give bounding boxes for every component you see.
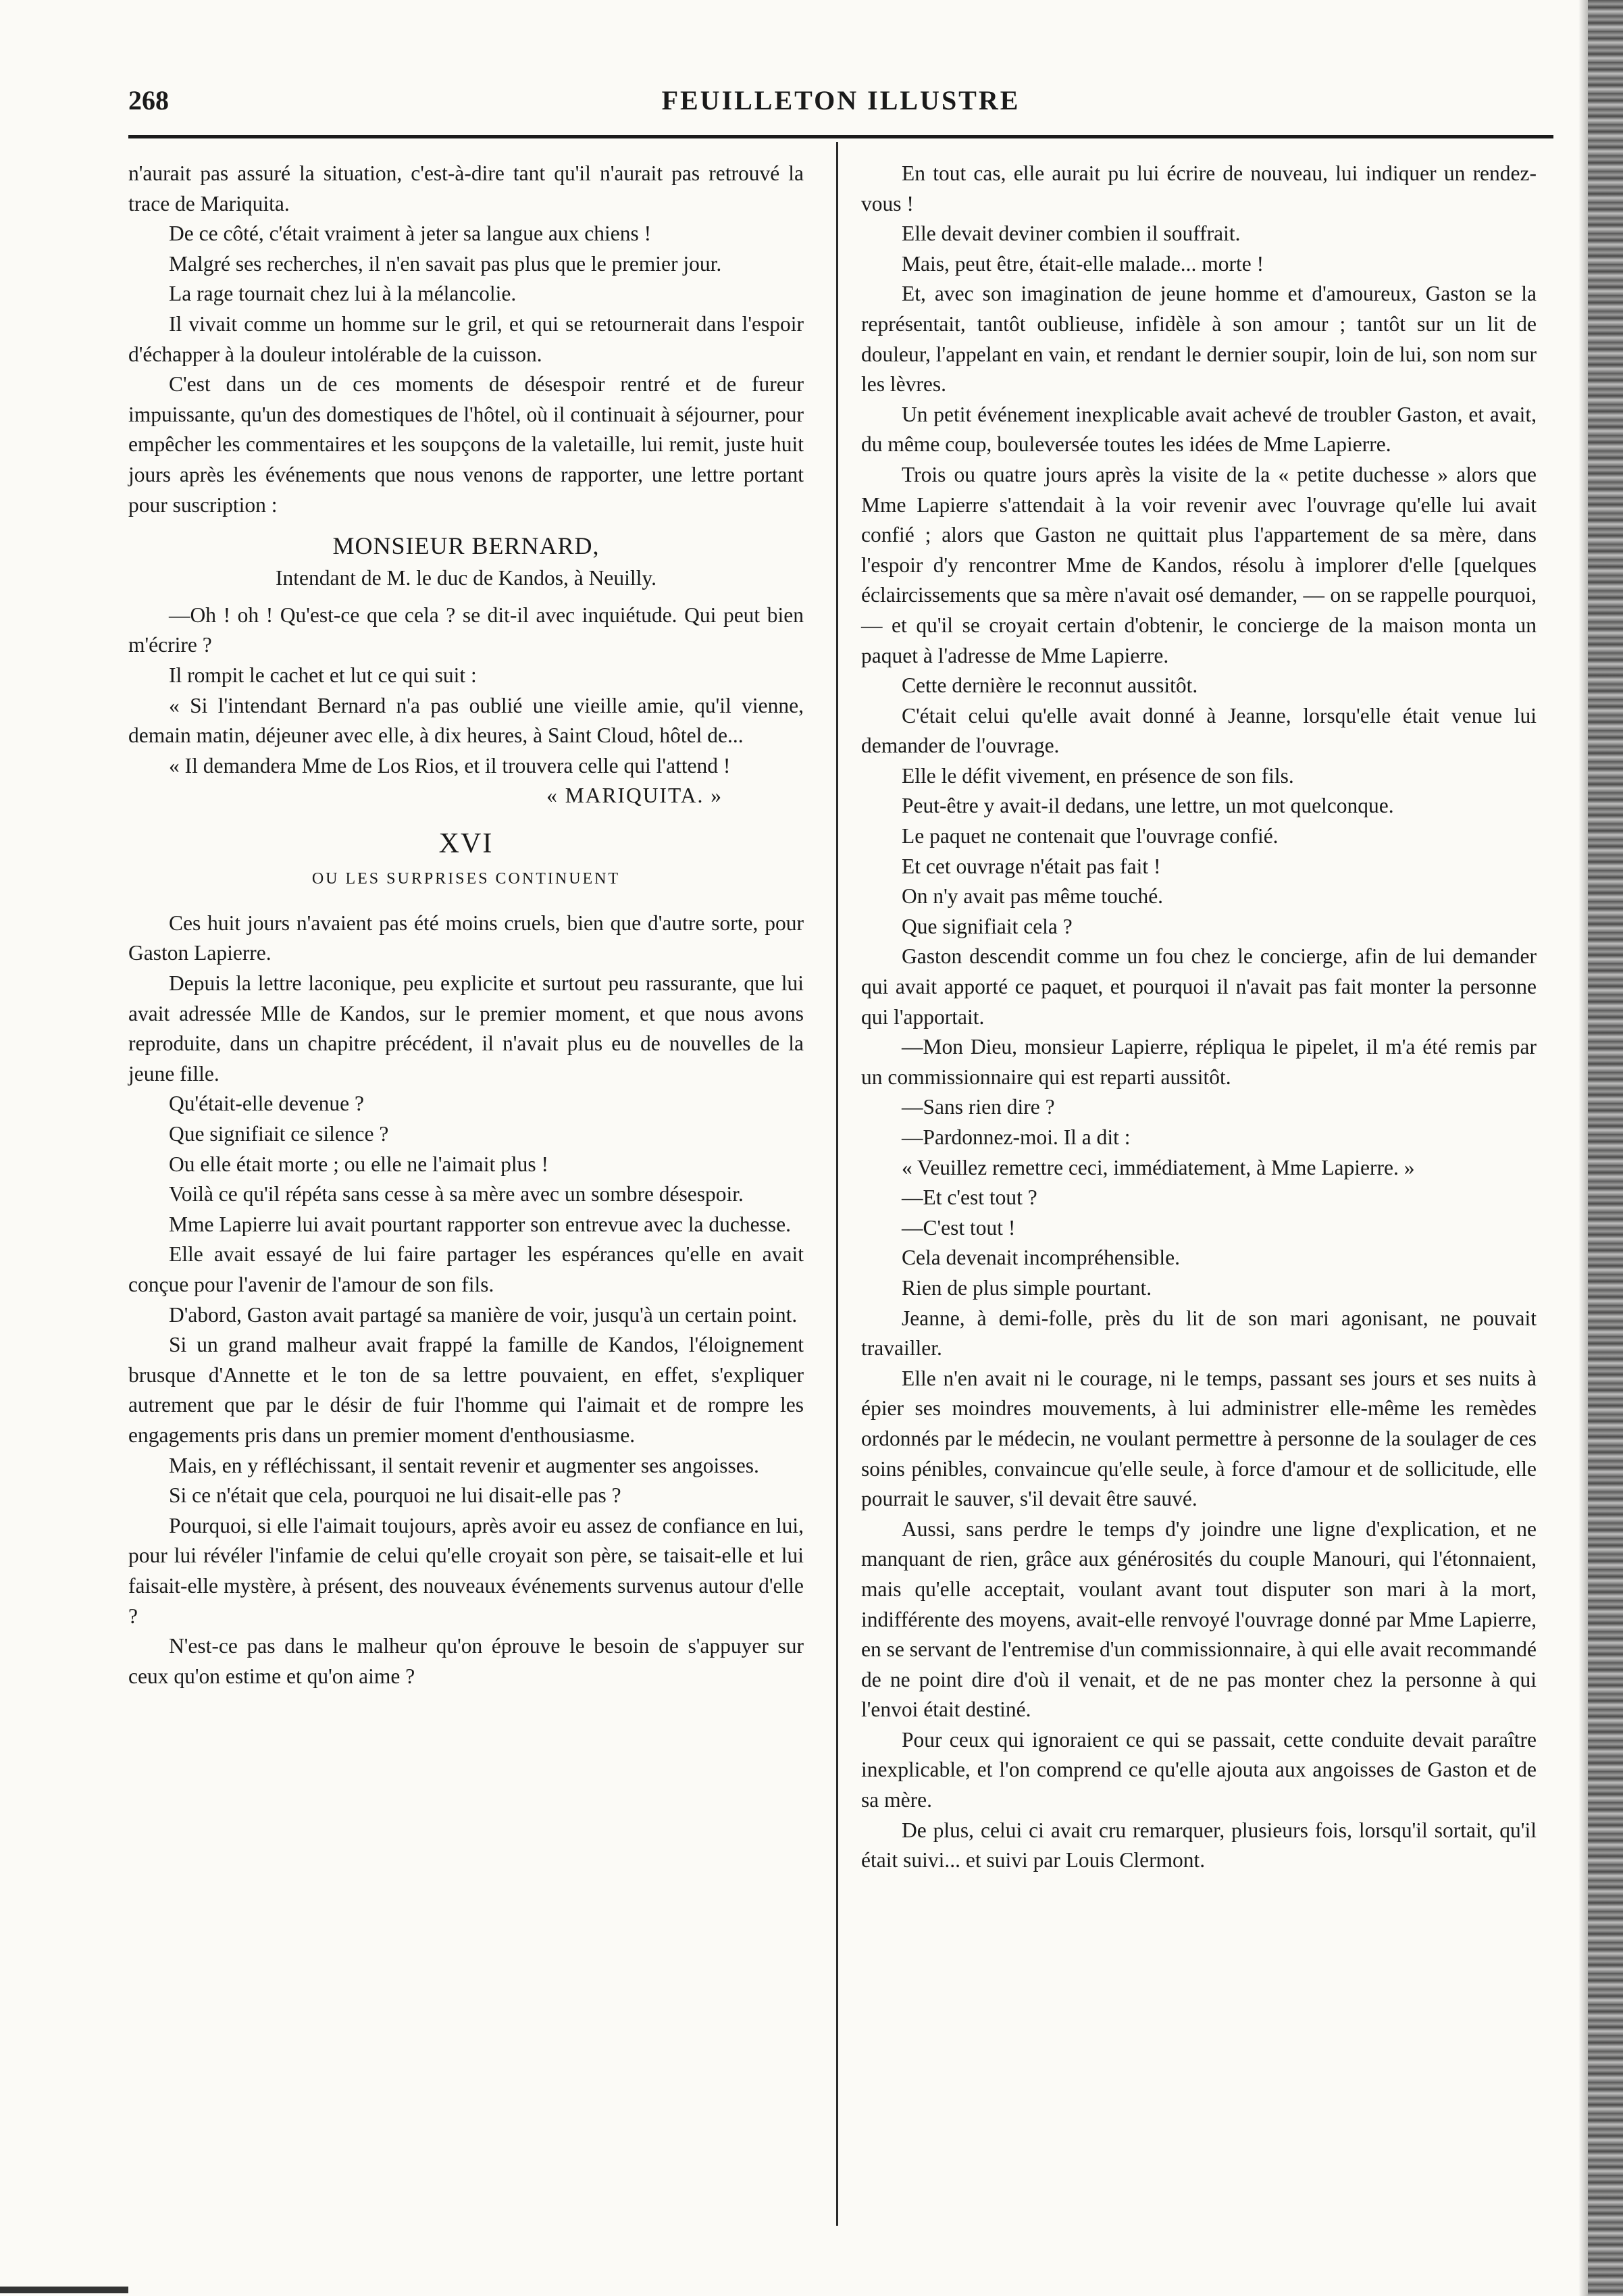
paragraph: Le paquet ne contenait que l'ouvrage confié.: [902, 824, 1279, 848]
scan-edge-strip: [1588, 0, 1623, 2296]
running-title: FEUILLETON ILLUSTRE: [661, 85, 1021, 116]
paragraph: N'est-ce pas dans le malheur qu'on éprouve le besoin de s'appuyer sur ceux qu'on estime et qu'on aime ?: [128, 1634, 804, 1688]
paragraph: Si un grand malheur avait frappé la famille de Kandos, l'éloignement brusque d'Annette et le ton de sa lettre pouvaient, en effet, s'expliquer autrement que par le désir de fuir l'homme qui l'aimait et de rompre les engagements pris dans un premier moment d'enthousiasme.: [128, 1333, 804, 1447]
paragraph: Mais, en y réfléchissant, il sentait revenir et augmenter ses angoisses.: [169, 1453, 759, 1477]
letter-addressee: MONSIEUR BERNARD,: [332, 532, 600, 560]
paragraph: n'aurait pas assuré la situation, c'est-à-dire tant qu'il n'aurait pas retrouvé la trace de Mariquita.: [128, 161, 804, 215]
paragraph: Que signifiait cela ?: [902, 914, 1073, 938]
left-column: [128, 159, 804, 1691]
paragraph: « Si l'intendant Bernard n'a pas oublié une vieille amie, qu'il vienne, demain matin, déjeuner avec elle, à dix heures, à Saint Cloud, hôtel de...: [128, 693, 804, 748]
paragraph: Voilà ce qu'il répéta sans cesse à sa mère avec un sombre désespoir.: [169, 1182, 744, 1206]
paragraph: On n'y avait pas même touché.: [902, 884, 1164, 909]
paragraph: —C'est tout !: [902, 1215, 1016, 1240]
paragraph: En tout cas, elle aurait pu lui écrire de nouveau, lui indiquer un rendez-vous !: [861, 161, 1537, 215]
paragraph: Aussi, sans perdre le temps d'y joindre une ligne d'explication, et ne manquant de rien, grâce aux générosités du couple Manouri, qui l'étonnaient, mais qu'elle acceptait, voulant avant tout disputer son mari à la mort, indifférente des moyens, avait-elle renvoyé l'ouvrage donné par Mme Lapierre, en se servant de l'entremise d'un commissionnaire, à qui elle avait recommandé de ne point dire d'où il venait, et de ne pas monter chez la personne à qui l'envoi était destiné.: [861, 1516, 1537, 1722]
letter-address: Intendant de M. le duc de Kandos, à Neuilly.: [276, 566, 656, 590]
paragraph: De plus, celui ci avait cru remarquer, plusieurs fois, lorsqu'il sortait, qu'il était suivi... et suivi par Louis Clermont.: [861, 1818, 1537, 1872]
column-divider: [836, 142, 838, 2226]
chapter-title: OU LES SURPRISES CONTINUENT: [311, 869, 621, 888]
paragraph: C'était celui qu'elle avait donné à Jeanne, lorsqu'elle était venue lui demander de l'ouvrage.: [861, 703, 1537, 758]
paragraph: « Il demandera Mme de Los Rios, et il trouvera celle qui l'attend !: [169, 753, 731, 777]
paragraph: La rage tournait chez lui à la mélancolie.: [169, 282, 517, 306]
paragraph: Qu'était-elle devenue ?: [169, 1092, 365, 1116]
paragraph: Et, avec son imagination de jeune homme et d'amoureux, Gaston se la représentait, tantôt oublieuse, infidèle à son amour ; tantôt sur un lit de douleur, l'appelant en vain, et rendant le dernier soupir, loin de lui, son nom sur les lèvres.: [861, 282, 1537, 397]
paragraph: Rien de plus simple pourtant.: [902, 1275, 1152, 1300]
paragraph: Trois ou quatre jours après la visite de la « petite duchesse » alors que Mme Lapierre s'attendait à la voir revenir avec l'ouvrage qu'elle lui avait confié ; alors que Gaston ne quittait plus l'appartement de sa mère, dans l'espoir d'y rencontrer Mme de Kandos, résolu à implorer d'elle [quelques éclaircissements que sa mère n'avait osé demander, — on se rappelle pourquoi, — et qu'il se croyait certain d'obtenir, le concierge de la maison monta un paquet à l'adresse de Mme Lapierre.: [861, 462, 1537, 667]
paragraph: Jeanne, à demi-folle, près du lit de son mari agonisant, ne pouvait travailler.: [861, 1306, 1537, 1360]
page-number: 268: [128, 85, 169, 116]
paragraph: Ou elle était morte ; ou elle ne l'aimait plus !: [169, 1152, 549, 1176]
paragraph: —Oh ! oh ! Qu'est-ce que cela ? se dit-il avec inquiétude. Qui peut bien m'écrire ?: [128, 603, 804, 657]
paragraph: Depuis la lettre laconique, peu explicite et surtout peu rassurante, que lui avait adressée Mlle de Kandos, sur le premier moment, et que nous avons reproduite, dans un chapitre précédent, il n'avait plus eu de nouvelles de la jeune fille.: [128, 971, 804, 1086]
header-rule: [128, 135, 1553, 138]
paragraph: Et cet ouvrage n'était pas fait !: [902, 854, 1161, 878]
paragraph: Elle n'en avait ni le courage, ni le temps, passant ses jours et ses nuits à épier ses moindres mouvements, à lui administrer elle-même les remèdes ordonnés par le médecin, ne voulant permettre à personne de la soulager de ces soins pénibles, convaincue qu'elle seule, à force d'amour et de sollicitude, elle pourrait le sauver, s'il devait être sauvé.: [861, 1366, 1537, 1511]
paragraph: Si ce n'était que cela, pourquoi ne lui disait-elle pas ?: [169, 1483, 621, 1508]
paragraph: Gaston descendit comme un fou chez le concierge, afin de lui demander qui avait apporté ce paquet, et pourquoi il n'avait pas fait monter la personne qui l'apportait.: [861, 944, 1537, 1029]
paragraph: Ces huit jours n'avaient pas été moins cruels, bien que d'autre sorte, pour Gaston Lapierre.: [128, 911, 804, 965]
paragraph: C'est dans un de ces moments de désespoir rentré et de fureur impuissante, qu'un des domestiques de l'hôtel, où il continuait à séjourner, pour empêcher les commentaires et les soupçons de la valetaille, lui remit, juste huit jours après les événements que nous venons de rapporter, une lettre portant pour suscription :: [128, 372, 804, 517]
page-header: [128, 84, 1553, 125]
paragraph: Elle devait deviner combien il souffrait.: [902, 222, 1241, 246]
paragraph: Pourquoi, si elle l'aimait toujours, après avoir eu assez de confiance en lui, pour lui révéler l'infamie de celui qu'elle croyait son père, se taisait-elle et lui faisait-elle mystère, à présent, des nouveaux événements survenus autour d'elle ?: [128, 1513, 804, 1628]
paragraph: De ce côté, c'était vraiment à jeter sa langue aux chiens !: [169, 222, 652, 246]
paragraph: Malgré ses recherches, il n'en savait pas plus que le premier jour.: [169, 251, 722, 276]
paragraph: Elle avait essayé de lui faire partager les espérances qu'elle en avait conçue pour l'avenir de l'amour de son fils.: [128, 1242, 804, 1296]
scan-edge-shadow: [1578, 0, 1588, 2296]
paragraph: Il vivait comme un homme sur le gril, et qui se retournerait dans l'espoir d'échapper à la douleur intolérable de la cuisson.: [128, 311, 804, 366]
paragraph: Elle le défit vivement, en présence de son fils.: [902, 763, 1294, 788]
paragraph: —Pardonnez-moi. Il a dit :: [902, 1125, 1131, 1149]
letter-signature: « MARIQUITA. »: [546, 784, 723, 808]
scan-bottom-mark: [0, 2287, 128, 2293]
paragraph: Cette dernière le reconnut aussitôt.: [902, 673, 1198, 698]
paragraph: « Veuillez remettre ceci, immédiatement, à Mme Lapierre. »: [902, 1155, 1415, 1179]
paragraph: Mais, peut être, était-elle malade... morte !: [902, 251, 1264, 276]
paragraph: Peut-être y avait-il dedans, une lettre, un mot quelconque.: [902, 794, 1394, 818]
paragraph: —Sans rien dire ?: [902, 1095, 1055, 1119]
paragraph: Un petit événement inexplicable avait achevé de troubler Gaston, et avait, du même coup, bouleversée toutes les idées de Mme Lapierre.: [861, 402, 1537, 457]
paragraph: Il rompit le cachet et lut ce qui suit :: [169, 663, 477, 687]
paragraph: Mme Lapierre lui avait pourtant rapporter son entrevue avec la duchesse.: [169, 1212, 791, 1236]
paragraph: Cela devenait incompréhensible.: [902, 1246, 1180, 1270]
paragraph: —Et c'est tout ?: [902, 1185, 1037, 1210]
paragraph: D'abord, Gaston avait partagé sa manière de voir, jusqu'à un certain point.: [169, 1302, 798, 1327]
right-column: [861, 159, 1537, 1876]
paragraph: —Mon Dieu, monsieur Lapierre, répliqua le pipelet, il m'a été remis par un commissionnaire qui est reparti aussitôt.: [861, 1035, 1537, 1089]
chapter-number: XVI: [438, 827, 494, 859]
paragraph: Pour ceux qui ignoraient ce qui se passait, cette conduite devait paraître inexplicable, et l'on comprend ce qu'elle ajouta aux angoisses de Gaston et de sa mère.: [861, 1727, 1537, 1812]
paragraph: Que signifiait ce silence ?: [169, 1122, 389, 1146]
